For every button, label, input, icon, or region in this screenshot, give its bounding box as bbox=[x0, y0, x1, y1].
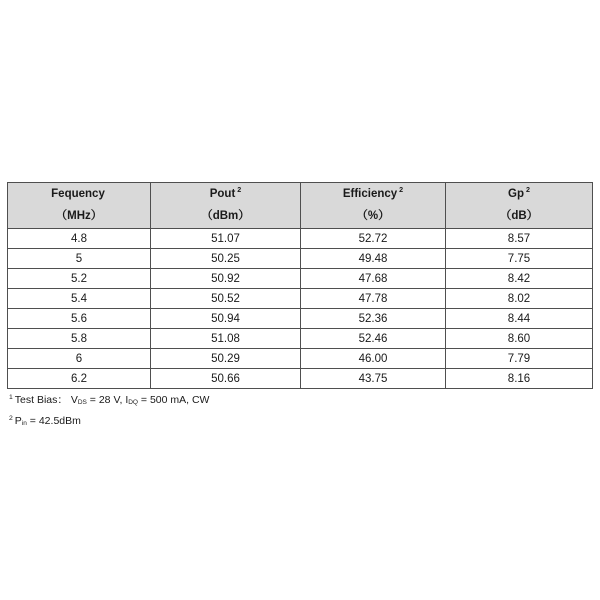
table-row bbox=[8, 369, 593, 389]
cell-gp: 8.57 bbox=[446, 229, 593, 249]
cell-frequency: 6 bbox=[8, 349, 151, 369]
footnote-text: I bbox=[125, 394, 129, 406]
footnote-text: = 28 V, bbox=[86, 394, 126, 406]
cell-pout: 50.25 bbox=[151, 249, 301, 269]
cell-efficiency: 49.48 bbox=[301, 249, 446, 269]
performance-table bbox=[7, 182, 593, 389]
cell-frequency: 4.8 bbox=[8, 229, 151, 249]
table-row bbox=[8, 329, 593, 349]
cell-gp: 8.42 bbox=[446, 269, 593, 289]
cell-efficiency: 43.75 bbox=[301, 369, 446, 389]
cell-gp: 8.02 bbox=[446, 289, 593, 309]
table-body bbox=[8, 229, 593, 389]
footnote-marker: 1 bbox=[9, 393, 13, 401]
cell-pout: 51.08 bbox=[151, 329, 301, 349]
cell-gp: 8.44 bbox=[446, 309, 593, 329]
header-label: Pout bbox=[209, 188, 236, 201]
cell-gp: 8.16 bbox=[446, 369, 593, 389]
header-label: Fequency bbox=[51, 188, 105, 201]
footnote-text: V bbox=[70, 394, 78, 406]
header-unit: （MHz） bbox=[55, 209, 103, 222]
header-footnote-ref: 2 bbox=[526, 186, 530, 195]
header-cell-frequency bbox=[8, 183, 151, 229]
header-label: Efficiency bbox=[342, 188, 398, 201]
cell-gp: 7.75 bbox=[446, 249, 593, 269]
table-header bbox=[8, 183, 593, 229]
subscript-ds: DS bbox=[77, 398, 87, 406]
header-cell-gp bbox=[446, 183, 593, 229]
table-row bbox=[8, 229, 593, 249]
footnote-pin bbox=[9, 411, 209, 432]
cell-pout: 50.29 bbox=[151, 349, 301, 369]
table-row bbox=[8, 269, 593, 289]
cell-efficiency: 52.36 bbox=[301, 309, 446, 329]
cell-pout: 50.52 bbox=[151, 289, 301, 309]
header-cell-efficiency bbox=[301, 183, 446, 229]
header-footnote-ref: 2 bbox=[399, 186, 404, 195]
subscript-in: in bbox=[21, 419, 27, 427]
subscript-dq: DQ bbox=[128, 398, 138, 406]
cell-pout: 50.66 bbox=[151, 369, 301, 389]
header-unit: （%） bbox=[356, 209, 390, 222]
header-cell-pout bbox=[151, 183, 301, 229]
table-row bbox=[8, 309, 593, 329]
table-row bbox=[8, 289, 593, 309]
header-row bbox=[8, 183, 593, 229]
cell-frequency: 5 bbox=[8, 249, 151, 269]
cell-frequency: 5.6 bbox=[8, 309, 151, 329]
header-footnote-ref: 2 bbox=[237, 186, 242, 195]
footnote-text: Test Bias： bbox=[14, 394, 68, 406]
cell-gp: 8.60 bbox=[446, 329, 593, 349]
header-label: Gp bbox=[508, 188, 524, 201]
cell-frequency: 5.8 bbox=[8, 329, 151, 349]
cell-gp: 7.79 bbox=[446, 349, 593, 369]
footnotes bbox=[9, 390, 209, 432]
table-row bbox=[8, 249, 593, 269]
cell-frequency: 6.2 bbox=[8, 369, 151, 389]
header-unit: （dB） bbox=[499, 209, 539, 222]
table-row bbox=[8, 349, 593, 369]
footnote-test-bias bbox=[9, 390, 209, 411]
cell-efficiency: 46.00 bbox=[301, 349, 446, 369]
footnote-marker: 2 bbox=[9, 414, 13, 422]
performance-table-container bbox=[7, 182, 592, 389]
header-unit: （dBm） bbox=[201, 209, 250, 222]
cell-pout: 50.92 bbox=[151, 269, 301, 289]
footnote-text: = 500 mA, CW bbox=[137, 394, 210, 406]
cell-efficiency: 52.46 bbox=[301, 329, 446, 349]
cell-frequency: 5.2 bbox=[8, 269, 151, 289]
cell-efficiency: 47.68 bbox=[301, 269, 446, 289]
footnote-text: P bbox=[14, 415, 22, 427]
footnote-text: = 42.5dBm bbox=[26, 415, 81, 427]
cell-frequency: 5.4 bbox=[8, 289, 151, 309]
cell-pout: 50.94 bbox=[151, 309, 301, 329]
cell-efficiency: 52.72 bbox=[301, 229, 446, 249]
cell-pout: 51.07 bbox=[151, 229, 301, 249]
cell-efficiency: 47.78 bbox=[301, 289, 446, 309]
